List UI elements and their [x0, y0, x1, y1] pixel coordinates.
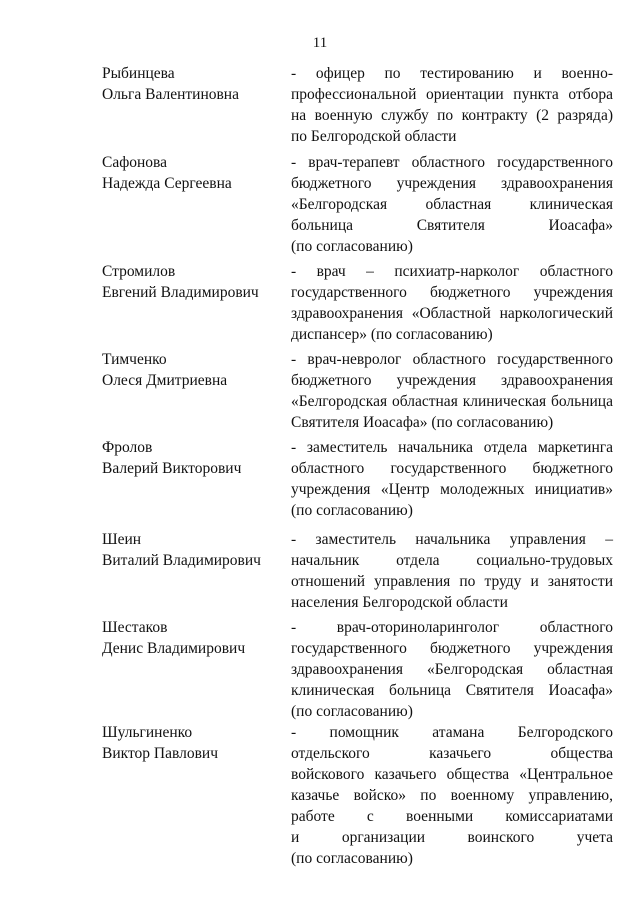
member-role-line: бюджетного учреждения здравоохранения	[291, 372, 613, 389]
member-role-line: Святителя Иоасафа» (по согласованию)	[291, 414, 554, 431]
member-role-line: - помощник атамана Белгородского	[291, 724, 613, 741]
member-surname: Шестаков	[102, 619, 168, 636]
member-role-line: - офицер по тестированию и военно-	[291, 65, 613, 82]
member-surname: Тимченко	[102, 351, 167, 368]
member-role-line: по Белгородской области	[291, 128, 457, 145]
member-role-line: профессиональной ориентации пункта отбора	[291, 86, 613, 103]
member-role	[291, 722, 613, 869]
member-role-line: клиническая больница Святителя Иоасафа»	[291, 682, 613, 699]
member-role-line: (по согласованию)	[291, 703, 413, 720]
member-role-line: начальник отдела социально-трудовых	[291, 552, 613, 569]
member-role-line: бюджетного учреждения здравоохранения	[291, 175, 613, 192]
member-given-names: Денис Владимирович	[102, 640, 246, 657]
member-role-line: населения Белгородской области	[291, 594, 508, 611]
member-role-line: учреждения «Центр молодежных инициатив»	[291, 481, 613, 498]
page-number: 11	[312, 35, 328, 51]
member-given-names: Олеся Дмитриевна	[102, 372, 228, 389]
member-role-line: государственного бюджетного учреждения	[291, 284, 613, 301]
member-given-names: Виталий Владимирович	[102, 552, 261, 569]
member-role-line: - врач-терапевт областного государственного	[291, 154, 613, 171]
member-role	[291, 261, 613, 345]
member-role-line: больница Святителя Иоасафа»	[291, 217, 613, 234]
member-surname: Фролов	[102, 439, 153, 456]
member-given-names: Ольга Валентиновна	[102, 86, 239, 103]
member-surname: Шульгиненко	[102, 724, 193, 741]
member-role-line: государственного бюджетного учреждения	[291, 640, 613, 657]
member-role-line: войскового казачьего общества «Центральное	[291, 766, 613, 783]
member-role-line: «Белгородская областная клиническая	[291, 196, 613, 213]
member-role-line: - заместитель начальника управления –	[291, 531, 613, 548]
member-name	[102, 437, 282, 479]
member-role	[291, 349, 613, 433]
member-role	[291, 617, 613, 722]
member-surname: Сафонова	[102, 154, 168, 171]
member-role-line: (по согласованию)	[291, 238, 413, 255]
member-given-names: Валерий Викторович	[102, 460, 242, 477]
member-surname: Шеин	[102, 531, 142, 548]
member-name	[102, 722, 282, 764]
member-role	[291, 437, 613, 521]
member-name	[102, 152, 282, 194]
member-role-line: - врач – психиатр-нарколог областного	[291, 263, 613, 280]
member-role-line: работе с военными комиссариатами	[291, 808, 613, 825]
member-name	[102, 63, 282, 105]
member-name	[102, 349, 282, 391]
member-role-line: здравоохранения «Областной наркологический	[291, 305, 613, 322]
member-role-line: и организации воинского учета	[291, 829, 613, 846]
member-role-line: здравоохранения «Белгородская областная	[291, 661, 613, 678]
member-surname: Рыбинцева	[102, 65, 175, 82]
member-surname: Стромилов	[102, 263, 176, 280]
member-role-line: (по согласованию)	[291, 502, 413, 519]
member-role-line: диспансер» (по согласованию)	[291, 326, 493, 343]
member-role	[291, 529, 613, 613]
member-name	[102, 617, 282, 659]
member-given-names: Надежда Сергеевна	[102, 175, 232, 192]
member-role-line: отдельского казачьего общества	[291, 745, 613, 762]
member-given-names: Виктор Павлович	[102, 745, 218, 762]
member-role-line: отношений управления по труду и занятости	[291, 573, 613, 590]
member-role-line: «Белгородская областная клиническая больница	[291, 393, 613, 410]
member-role-line: - заместитель начальника отдела маркетинга	[291, 439, 613, 456]
member-name	[102, 529, 282, 571]
member-role	[291, 152, 613, 257]
member-role-line: - врач-оториноларинголог областного	[291, 619, 613, 636]
member-role-line: казачье войско» по военному управлению,	[291, 787, 613, 804]
member-given-names: Евгений Владимирович	[102, 284, 259, 301]
member-role	[291, 63, 613, 147]
member-role-line: областного государственного бюджетного	[291, 460, 613, 477]
member-role-line: (по согласованию)	[291, 850, 413, 867]
member-role-line: - врач-невролог областного государственного	[291, 351, 613, 368]
member-role-line: на военную службу по контракту (2 разряда)	[291, 107, 613, 124]
member-name	[102, 261, 282, 303]
